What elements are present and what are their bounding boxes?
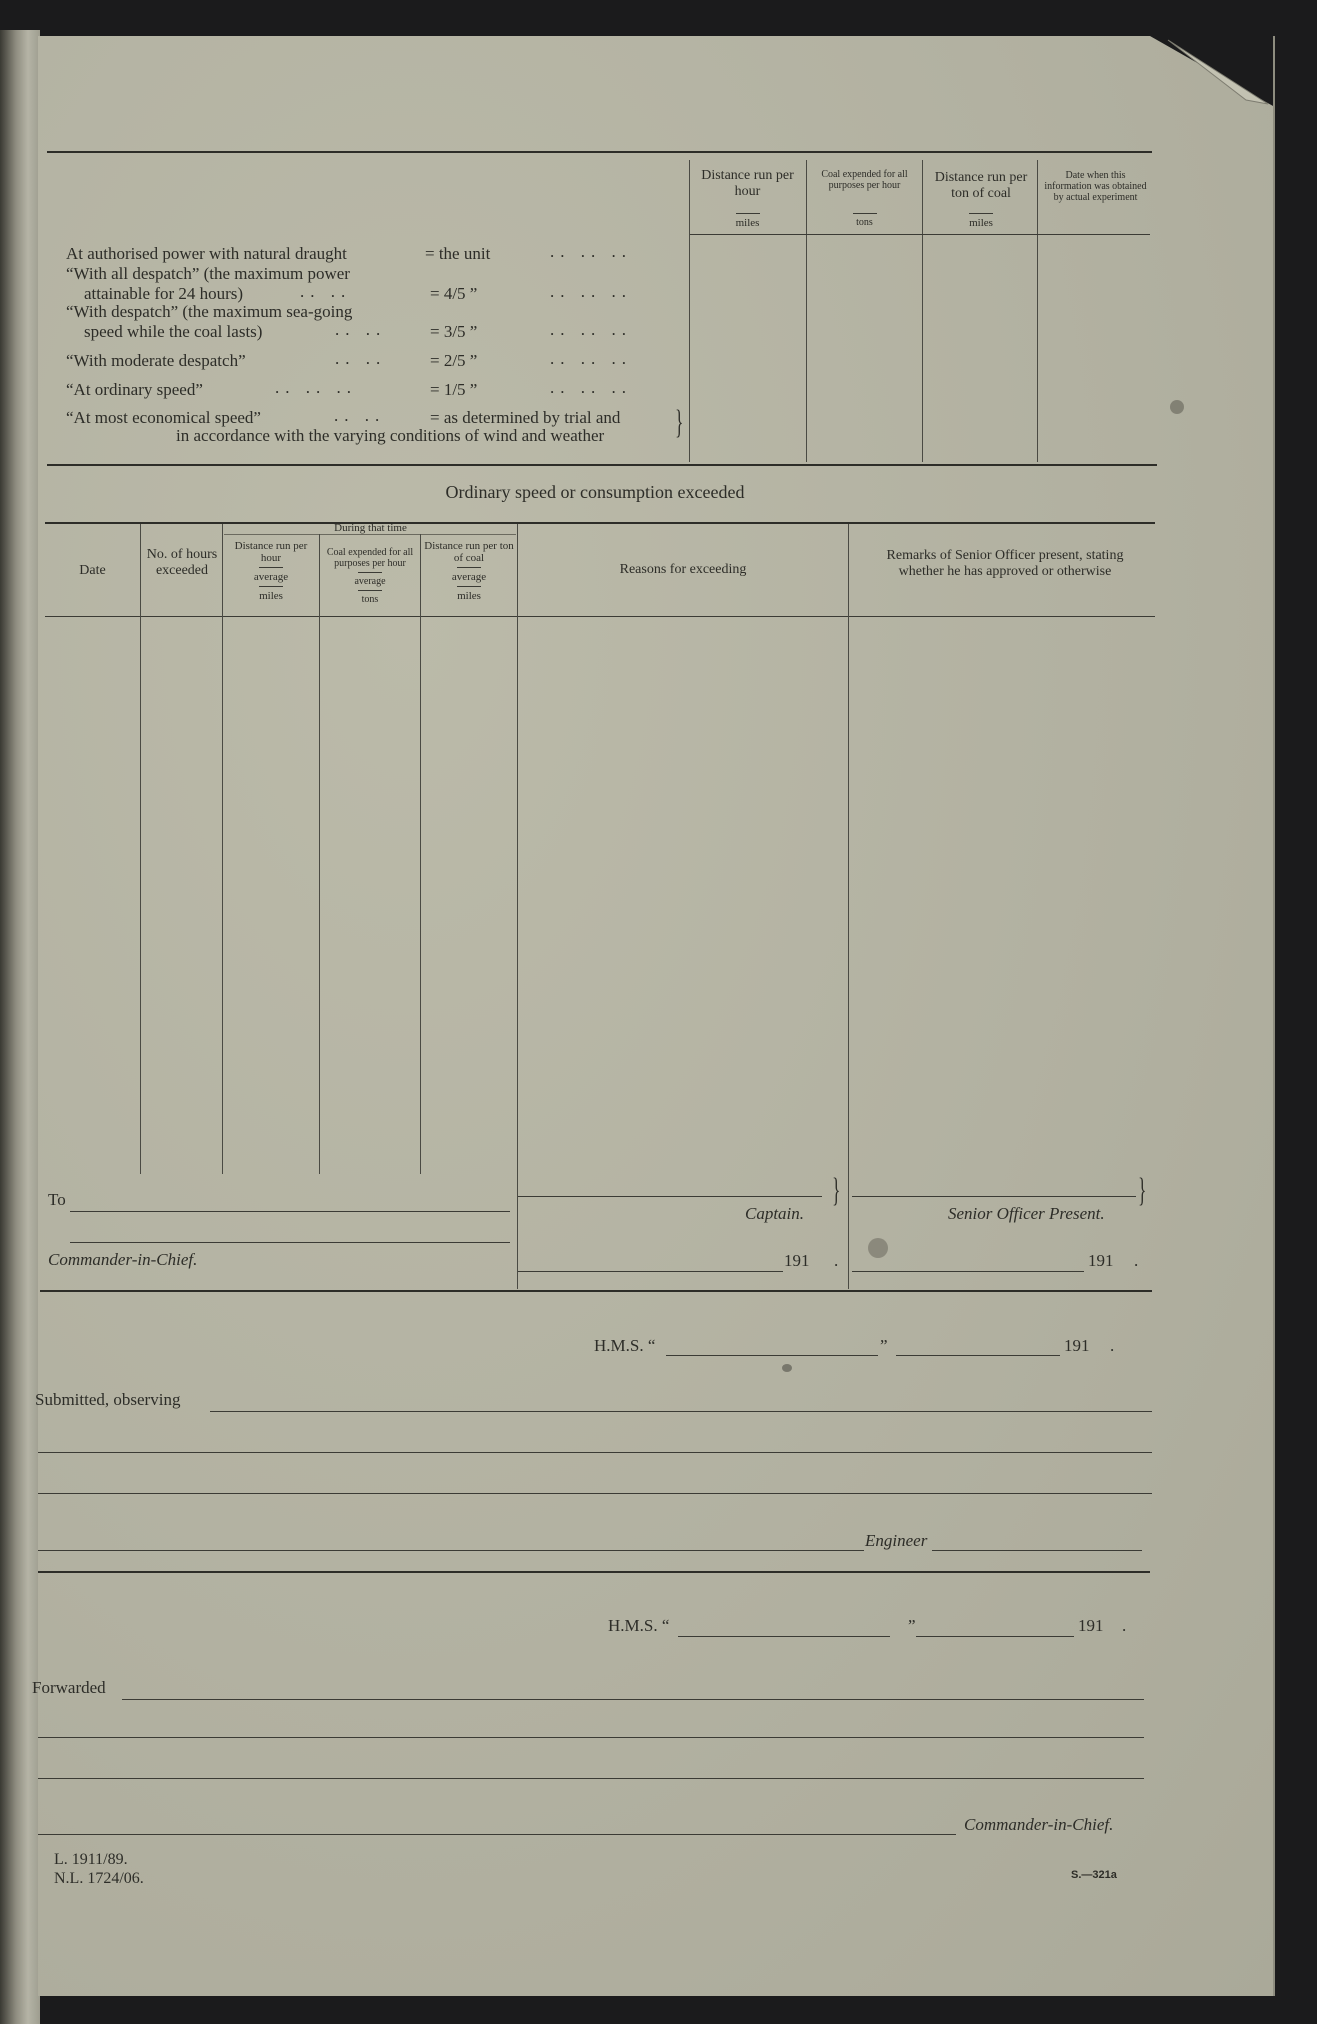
col-divider [222,524,223,1174]
ink-spot [782,1364,792,1372]
senior-date-line [852,1271,1084,1272]
senior-year-dot: . [1134,1251,1139,1270]
observation-line [38,1452,1152,1453]
col-unit-miles: miles [693,210,802,229]
row-label: “At ordinary speed” [66,380,203,399]
submission-year: 191 [1064,1336,1090,1355]
col-header-hours: No. of hours exceeded [146,547,218,578]
engineer-line-2 [932,1550,1142,1551]
reference-number: N.L. 1724/06. [54,1870,144,1887]
row-value: = 4/5 ” [430,284,478,303]
submission-bottom-rule [38,1571,1150,1573]
row-value: = 3/5 ” [430,322,478,341]
row-value: = 2/5 ” [430,351,478,370]
engineer-line [38,1550,864,1551]
section-title: Ordinary speed or consumption exceeded [445,482,745,502]
col-header-distance: Distance run per hour [701,168,794,199]
col-divider [806,160,807,462]
col-header-distance-per-ton: Distance run per ton of coal [934,170,1028,201]
row-label: At authorised power with natural draught [66,244,347,263]
row-value: = the unit [425,244,491,263]
col-unit-miles: miles [926,210,1036,229]
leader-dots: .. .. [335,349,387,368]
top-table-bottom-rule [47,464,1157,466]
leader-dots: .. .. .. [550,282,632,301]
top-rule [47,151,1152,153]
hms-label: H.M.S. “ [608,1616,670,1635]
forward-line [38,1737,1144,1738]
col-header-reasons: Reasons for exceeding [619,562,747,577]
to-label: To [48,1190,66,1209]
captain-year-dot: . [834,1251,839,1270]
forward-line [122,1699,1144,1700]
col-divider [517,524,518,1289]
row-label: attainable for 24 hours) [84,284,244,303]
leader-dots: .. .. .. [550,349,632,368]
col-header-distance-per-ton: Distance run per ton of coal average miles [424,540,514,602]
observation-line [210,1411,1152,1412]
col-divider [689,160,690,462]
forwarding-commander-label: Commander-in-Chief. [964,1815,1114,1834]
col-divider [319,534,320,1174]
signature-bottom-rule [40,1290,1152,1292]
captain-line [518,1196,822,1197]
col-header-coal: Coal expended for all purposes per hour [821,169,908,191]
reference-number: L. 1911/89. [54,1851,128,1868]
exceeded-top-rule [45,522,1155,524]
leader-dots: .. .. [300,282,352,301]
col-divider [140,524,141,1174]
leader-dots: .. .. [334,406,386,425]
col-divider [1037,160,1038,462]
col-header-date: Date [79,563,106,578]
col-header-remarks: Remarks of Senior Officer present, stating whether he has approved or otherwise [886,548,1124,579]
senior-officer-label: Senior Officer Present. [948,1204,1105,1223]
to-line [70,1211,510,1212]
col-unit-tons: tons [812,210,917,228]
group-header-rule [224,534,516,535]
hms-close-quote: ” [908,1616,916,1635]
leader-dots: .. .. .. [275,378,357,397]
leader-dots: .. .. .. [550,378,632,397]
brace: } [832,1172,841,1209]
row-value: = 1/5 ” [430,380,478,399]
ink-spot [868,1238,888,1258]
group-header: During that time [334,522,407,534]
forwarding-year: 191 [1078,1616,1104,1635]
col-divider [922,160,923,462]
forwarded-label: Forwarded [32,1678,106,1697]
ink-spot [1170,400,1184,414]
row-label: “At most economical speed” [66,408,261,427]
engineer-label: Engineer [865,1531,928,1550]
leader-dots: .. .. .. [550,320,632,339]
col-header-coal: Coal expended for all purposes per hour average tons [326,547,414,605]
commander-sign-line [38,1834,956,1835]
row-label: “With moderate despatch” [66,351,246,370]
leader-dots: .. .. [335,320,387,339]
observation-line [38,1493,1152,1494]
submission-year-dot: . [1110,1336,1115,1355]
col-header-date: Date when this information was obtained by actual experiment [1044,170,1147,203]
exceeded-header-rule [45,616,1155,617]
forward-line [38,1778,1144,1779]
leader-dots: .. .. .. [550,242,632,261]
submitted-label: Submitted, observing [35,1390,181,1409]
date-line [896,1355,1060,1356]
forwarding-year-dot: . [1122,1616,1127,1635]
date-line [916,1636,1074,1637]
captain-year: 191 [784,1251,810,1270]
to-line-2 [70,1242,510,1243]
col-divider [420,534,421,1174]
row-continuation: in accordance with the varying conditions of wind and weather [176,426,605,445]
commander-label: Commander-in-Chief. [48,1250,198,1269]
brace: } [1138,1172,1147,1209]
row-label: speed while the coal lasts) [84,322,263,341]
captain-date-line [518,1271,783,1272]
row-label: “With all despatch” (the maximum power [66,264,350,283]
form-number: S.—321a [1071,1869,1117,1881]
hms-close-quote: ” [880,1336,888,1355]
col-divider [848,524,849,1289]
row-value: = as determined by trial and [430,408,621,427]
binding-spine [0,30,40,2024]
col-header-distance: Distance run per hour average miles [234,540,308,602]
row-label: “With despatch” (the maximum sea-going [66,302,353,321]
senior-year: 191 [1088,1251,1114,1270]
header-underline [690,234,1150,235]
brace: } [675,404,684,441]
hms-label: H.M.S. “ [594,1336,656,1355]
ship-name-line [666,1355,878,1356]
ship-name-line [678,1636,890,1637]
folded-corner [1150,36,1273,106]
captain-label: Captain. [745,1204,805,1223]
senior-officer-line [852,1196,1136,1197]
